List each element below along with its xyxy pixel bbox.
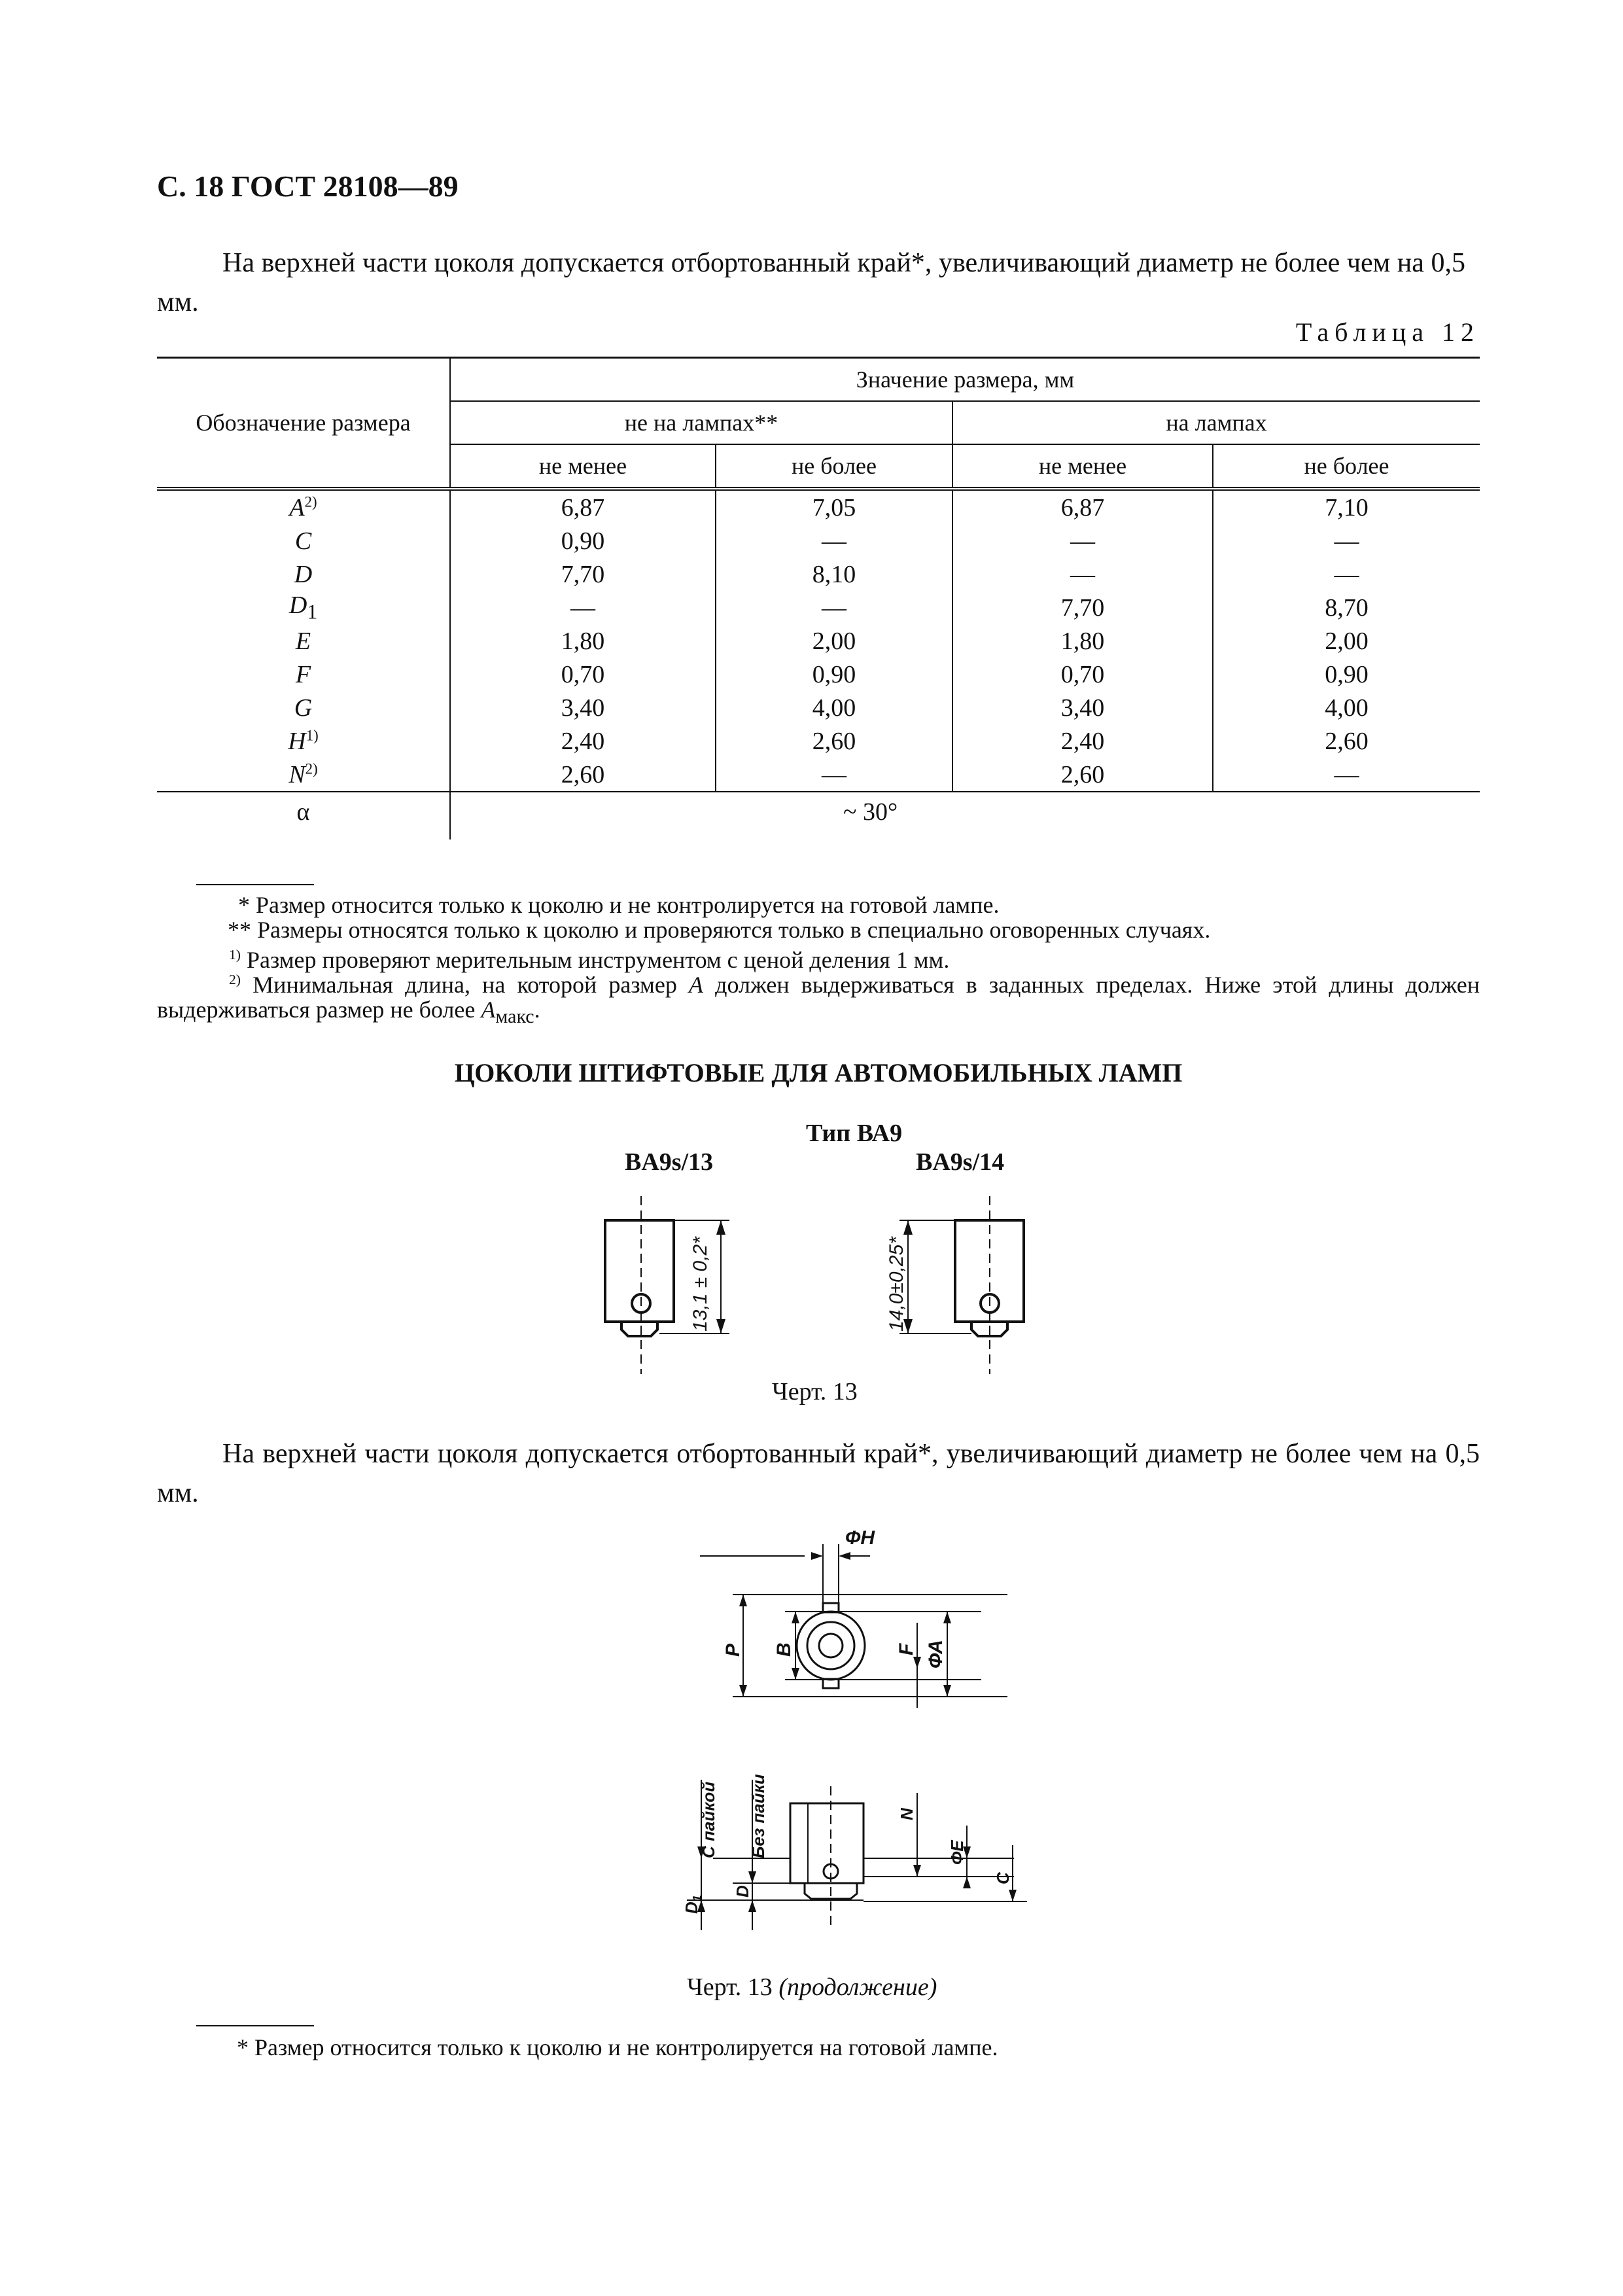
group-not-lamps: не на лампах** xyxy=(450,401,952,444)
sub-max-2: не более xyxy=(1213,444,1480,489)
footnote-4-text-a: Минимальная длина, на которой размер xyxy=(253,972,689,998)
side-view-body xyxy=(790,1803,864,1883)
row-label-sup: 2) xyxy=(304,493,317,510)
footnote-bottom-rule xyxy=(196,2025,314,2026)
row-label xyxy=(157,489,450,524)
cell-value: 8,70 xyxy=(1213,591,1480,624)
row-label-letter: A xyxy=(289,493,305,521)
row-label-letter: D xyxy=(294,560,313,588)
variant-right: BA9s/14 xyxy=(916,1148,1005,1176)
cell-value: 8,10 xyxy=(716,557,952,591)
cell-value: 7,70 xyxy=(952,591,1213,624)
label-n: N xyxy=(897,1808,916,1820)
cell-value: 1,80 xyxy=(450,624,716,658)
row-label-letter: N xyxy=(288,760,305,788)
cell-value: — xyxy=(716,758,952,792)
table-row xyxy=(157,624,1480,658)
table-row xyxy=(157,489,1480,524)
paragraph-mid: На верхней части цоколя допускается отбортованный край*, увеличивающий диаметр не более чем на 0,5 мм. xyxy=(157,1439,1480,1508)
sub-max-1: не более xyxy=(716,444,952,489)
footnote-4 xyxy=(157,967,1480,1029)
footnote-3-text: Размер проверяют мерительным инструментом с ценой деления 1 мм. xyxy=(247,947,950,973)
caption-1: Черт. 13 xyxy=(772,1378,858,1405)
cell-value: — xyxy=(952,557,1213,591)
base-left-contact xyxy=(621,1322,657,1336)
arrows-f xyxy=(913,1657,921,1669)
cell-value: — xyxy=(952,524,1213,557)
drawing-13-cont xyxy=(674,1518,1079,1950)
row-label-letter: H xyxy=(288,727,306,755)
top-view-inner xyxy=(819,1634,843,1657)
cell-value: 6,87 xyxy=(450,489,716,524)
row-label-sup: 1) xyxy=(305,726,319,743)
top-view-mid xyxy=(807,1622,854,1669)
cell-value: 4,00 xyxy=(1213,691,1480,724)
caption-2-cont: (продолжение) xyxy=(778,1973,937,2001)
footnote-3-mark: 1) xyxy=(229,947,241,963)
row-label-letter: G xyxy=(294,694,313,722)
footnote-4-end: . xyxy=(534,997,540,1023)
cell-value: 7,70 xyxy=(450,557,716,591)
caption-2-text: Черт. 13 xyxy=(687,1973,779,2001)
cell-value: — xyxy=(1213,758,1480,792)
row-label xyxy=(157,758,450,792)
label-d: D xyxy=(733,1885,752,1898)
cell-value: — xyxy=(450,591,716,624)
caption-2 xyxy=(687,1973,937,2002)
table-row xyxy=(157,557,1480,591)
cell-value: 2,60 xyxy=(1213,724,1480,758)
footnote-1: * Размер относится только к цоколю и не контролируется на готовой лампе. xyxy=(238,892,1000,918)
label-p: P xyxy=(722,1643,744,1657)
row-label xyxy=(157,557,450,591)
label-phi-a: ФА xyxy=(925,1640,947,1669)
row-label xyxy=(157,658,450,691)
table-label: Таблица 12 xyxy=(1295,317,1480,347)
row-label-letter: C xyxy=(294,527,312,555)
drawing-13 xyxy=(576,1191,1099,1387)
cell-value: 6,87 xyxy=(952,489,1213,524)
cell-value: — xyxy=(1213,557,1480,591)
section-title: ЦОКОЛИ ШТИФТОВЫЕ ДЛЯ АВТОМОБИЛЬНЫХ ЛАМП xyxy=(454,1058,1183,1087)
footnote-4-var-a: A xyxy=(688,972,703,998)
sub-min-1: не менее xyxy=(450,444,716,489)
cell-value: 0,90 xyxy=(450,524,716,557)
row-label xyxy=(157,624,450,658)
cell-value: 0,90 xyxy=(1213,658,1480,691)
label-s-paykoy: С пайкой xyxy=(699,1781,718,1858)
row-label-letter: D xyxy=(288,592,307,620)
row-label xyxy=(157,724,450,758)
cell-value: 2,60 xyxy=(952,758,1213,792)
cell-value: 2,00 xyxy=(1213,624,1480,658)
alpha-label: α xyxy=(296,798,310,826)
cell-value: 2,60 xyxy=(716,724,952,758)
footnote-4-text-b: должен выдерживаться в заданных пределах. Ниже этой длины должен выдерживаться размер не более xyxy=(157,972,1480,1023)
label-d1-sub: 1 xyxy=(691,1895,704,1902)
alpha-value: ~ 30° xyxy=(450,792,1480,839)
label-d1 xyxy=(682,1895,704,1914)
paragraph-top: На верхней части цоколя допускается отбортованный край*, увеличивающий диаметр не более чем на 0,5 мм. xyxy=(157,248,1465,317)
label-phi-e: ФЕ xyxy=(947,1840,967,1865)
cell-value: 7,10 xyxy=(1213,489,1480,524)
cell-value: 3,40 xyxy=(952,691,1213,724)
col-designation: Обозначение размера xyxy=(157,358,450,489)
cell-value: — xyxy=(1213,524,1480,557)
cell-value: 0,70 xyxy=(952,658,1213,691)
label-b: B xyxy=(773,1642,795,1657)
footnote-bottom: * Размер относится только к цоколю и не контролируется на готовой лампе. xyxy=(237,2034,998,2060)
row-label-letter: F xyxy=(295,660,311,688)
cell-value: — xyxy=(716,591,952,624)
label-f: F xyxy=(896,1643,917,1655)
label-bez-payki: Без пайки xyxy=(748,1774,768,1858)
table-row xyxy=(157,524,1480,557)
label-d1-letter: D xyxy=(682,1901,701,1914)
row-label-sub: 1 xyxy=(307,600,318,624)
type-label: Тип ВА9 xyxy=(806,1120,903,1147)
cell-value: 3,40 xyxy=(450,691,716,724)
cell-value: 2,60 xyxy=(450,758,716,792)
table-row xyxy=(157,691,1480,724)
table-row xyxy=(157,591,1480,624)
dim-left-label: 13,1 ± 0,2* xyxy=(689,1237,711,1332)
table-row xyxy=(157,658,1480,691)
dimensions-table xyxy=(157,357,1480,839)
dim-right-label: 14,0±0,25* xyxy=(886,1237,907,1332)
cell-value: 0,70 xyxy=(450,658,716,691)
cell-value: 1,80 xyxy=(952,624,1213,658)
page-header: С. 18 ГОСТ 28108—89 xyxy=(157,169,459,203)
cell-value: — xyxy=(716,524,952,557)
cell-value: 7,05 xyxy=(716,489,952,524)
cell-value: 2,40 xyxy=(952,724,1213,758)
arrows-n xyxy=(913,1865,921,1877)
row-label xyxy=(157,591,450,624)
label-phi-h: ФН xyxy=(845,1527,875,1549)
table-row xyxy=(157,724,1480,758)
label-c: C xyxy=(993,1872,1013,1884)
group-lamps: на лампах xyxy=(952,401,1480,444)
arrows-c xyxy=(1009,1890,1017,1901)
row-label-sup: 2) xyxy=(305,760,318,777)
footnote-4-var-a2: A xyxy=(481,997,496,1023)
cell-value: 2,00 xyxy=(716,624,952,658)
col-value: Значение размера, мм xyxy=(450,358,1480,402)
table-row xyxy=(157,758,1480,792)
cell-value: 2,40 xyxy=(450,724,716,758)
row-label-letter: E xyxy=(295,627,311,655)
footnote-4-sub: макс xyxy=(495,1006,534,1028)
sub-min-2: не менее xyxy=(952,444,1213,489)
footnote-2: ** Размеры относятся только к цоколю и проверяются только в специально оговоренных случаях. xyxy=(228,917,1211,943)
cell-value: 0,90 xyxy=(716,658,952,691)
row-label xyxy=(157,691,450,724)
cell-value: 4,00 xyxy=(716,691,952,724)
base-left-body xyxy=(605,1220,674,1322)
footnote-4-mark: 2) xyxy=(229,972,241,987)
row-label xyxy=(157,524,450,557)
arrows-h xyxy=(811,1552,850,1560)
variant-left: BA9s/13 xyxy=(625,1148,714,1176)
footnote-rule xyxy=(196,884,314,885)
